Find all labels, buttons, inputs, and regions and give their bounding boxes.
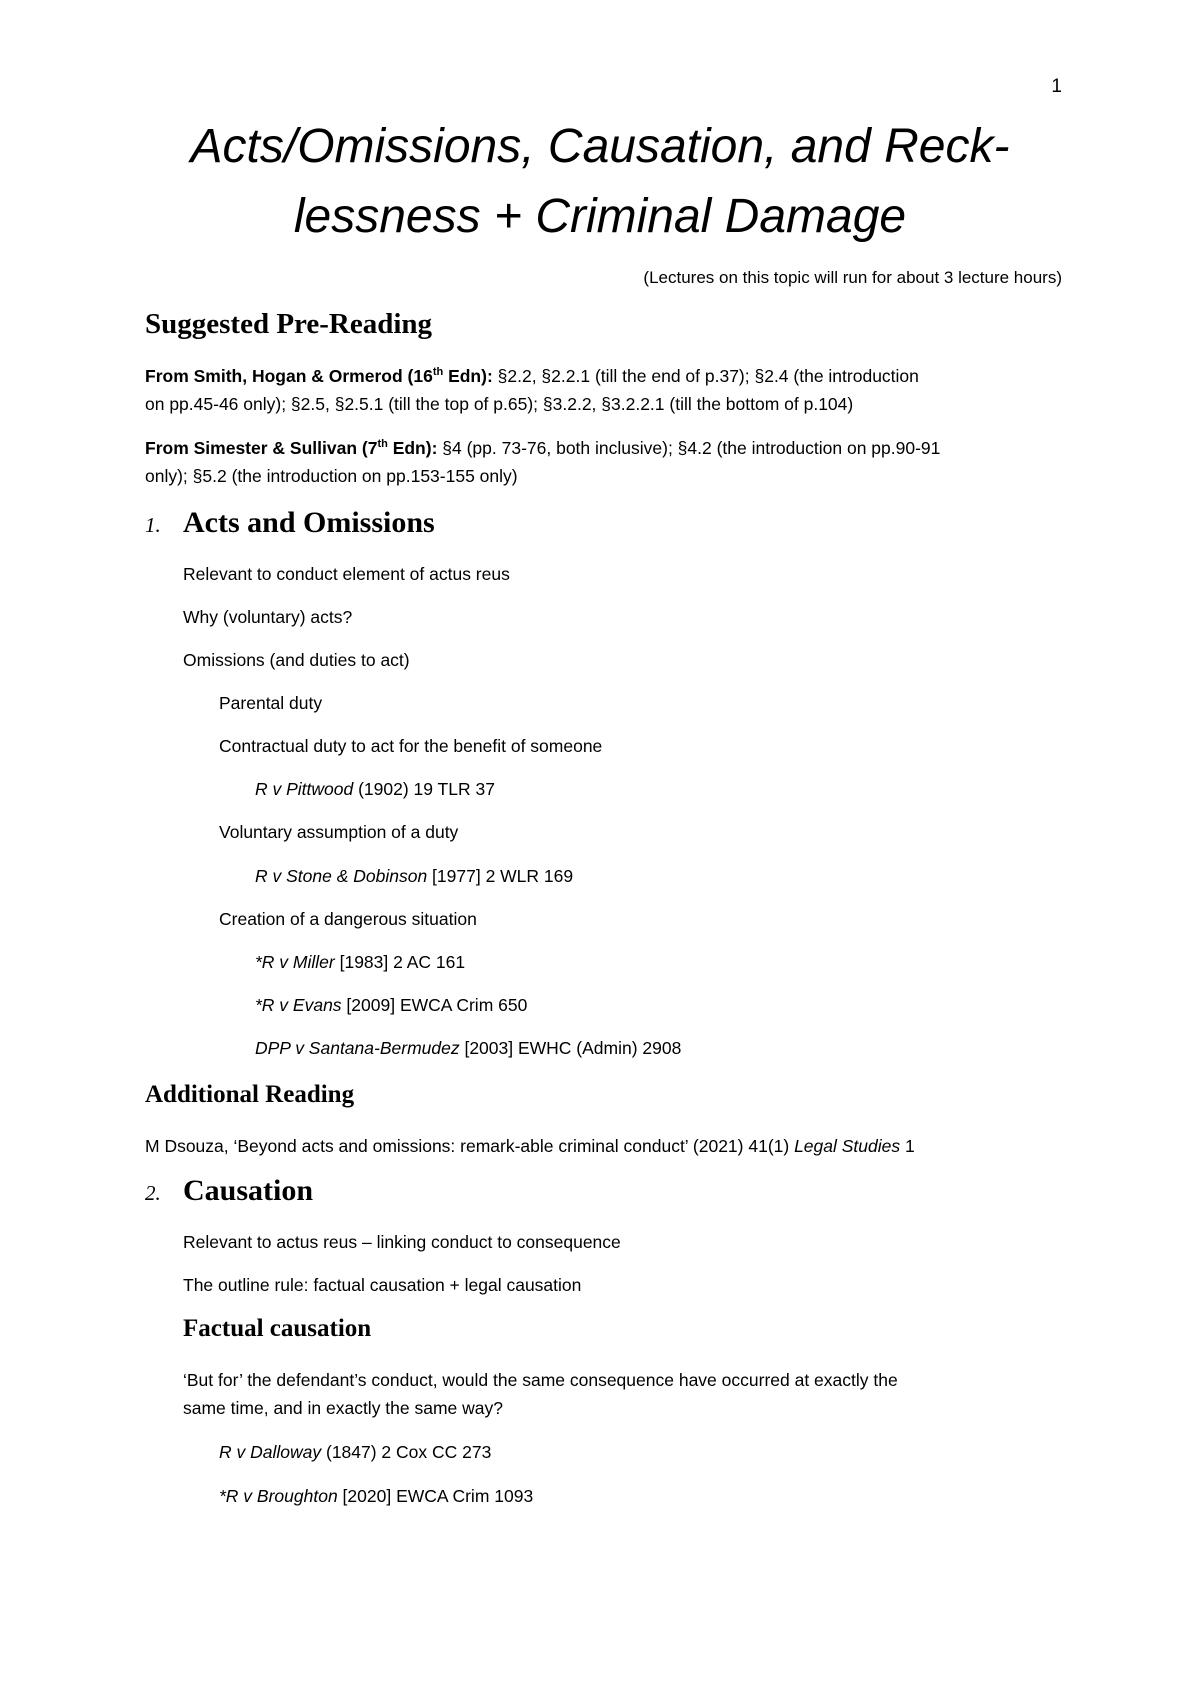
page-number: 1 — [1051, 76, 1062, 97]
factual-causation-heading: Factual causation — [183, 1315, 372, 1342]
simester-reading-line-1: From Simester & Sullivan (7th Edn): §4 (pp. 73-76, both inclusive); §4.2 (the introduction on pp.90-91 — [145, 438, 941, 458]
contractual-duty: Contractual duty to act for the benefit of someone — [219, 736, 603, 756]
smith-label: From Smith, Hogan & Ormerod (16th Edn): — [145, 366, 493, 386]
pre-reading-heading: Suggested Pre-Reading — [145, 308, 433, 340]
voluntary-assumption: Voluntary assumption of a duty — [219, 822, 459, 842]
but-for-test-line-2: same time, and in exactly the same way? — [183, 1398, 504, 1418]
section-1-heading — [145, 506, 435, 540]
case-citation: *R v Miller [1983] 2 AC 161 — [255, 952, 466, 972]
section-2-title: Causation — [183, 1174, 314, 1207]
case-citation: R v Stone & Dobinson [1977] 2 WLR 169 — [255, 866, 574, 886]
case-citation: *R v Broughton [2020] EWCA Crim 1093 — [219, 1486, 534, 1506]
smith-reading-line-1: From Smith, Hogan & Ormerod (16th Edn): §2.2, §2.2.1 (till the end of p.37); §2.4 (the introduction — [145, 366, 919, 386]
additional-reading-entry: M Dsouza, ‘Beyond acts and omissions: remark-able criminal conduct’ (2021) 41(1) Legal Studies 1 — [145, 1136, 915, 1156]
case-citation: R v Dalloway (1847) 2 Cox CC 273 — [219, 1442, 492, 1462]
document-title — [145, 112, 1055, 252]
case-citation: R v Pittwood (1902) 19 TLR 37 — [255, 779, 495, 799]
section-2-line: The outline rule: factual causation + legal causation — [183, 1275, 582, 1295]
section-1-line: Omissions (and duties to act) — [183, 650, 410, 670]
lecture-hours-note: (Lectures on this topic will run for about 3 lecture hours) — [643, 268, 1062, 287]
simester-reading-line-2: only); §5.2 (the introduction on pp.153-155 only) — [145, 466, 518, 486]
simester-label: From Simester & Sullivan (7th Edn): — [145, 438, 438, 458]
smith-reading-line-2: on pp.45-46 only); §2.5, §2.5.1 (till the top of p.65); §3.2.2, §3.2.2.1 (till the bottom of p.104) — [145, 394, 854, 414]
case-citation: DPP v Santana-Bermudez [2003] EWHC (Admin) 2908 — [255, 1038, 682, 1058]
title-line-2: lessness + Criminal Damage — [293, 190, 907, 243]
additional-reading-heading: Additional Reading — [145, 1081, 355, 1108]
but-for-test-line-1: ‘But for’ the defendant’s conduct, would the same consequence have occurred at exactly the — [183, 1370, 898, 1390]
section-2-heading — [145, 1174, 313, 1208]
title-line-1: Acts/Omissions, Causation, and Reck- — [190, 120, 1010, 173]
section-1-title: Acts and Omissions — [183, 506, 435, 539]
section-2-number: 2. — [145, 1181, 161, 1205]
section-2-line: Relevant to actus reus – linking conduct to consequence — [183, 1232, 621, 1252]
section-1-line: Why (voluntary) acts? — [183, 607, 353, 627]
dangerous-situation: Creation of a dangerous situation — [219, 909, 477, 929]
section-1-number: 1. — [145, 513, 161, 537]
case-citation: *R v Evans [2009] EWCA Crim 650 — [255, 995, 528, 1015]
parental-duty: Parental duty — [219, 693, 323, 713]
section-1-line: Relevant to conduct element of actus reus — [183, 564, 510, 584]
